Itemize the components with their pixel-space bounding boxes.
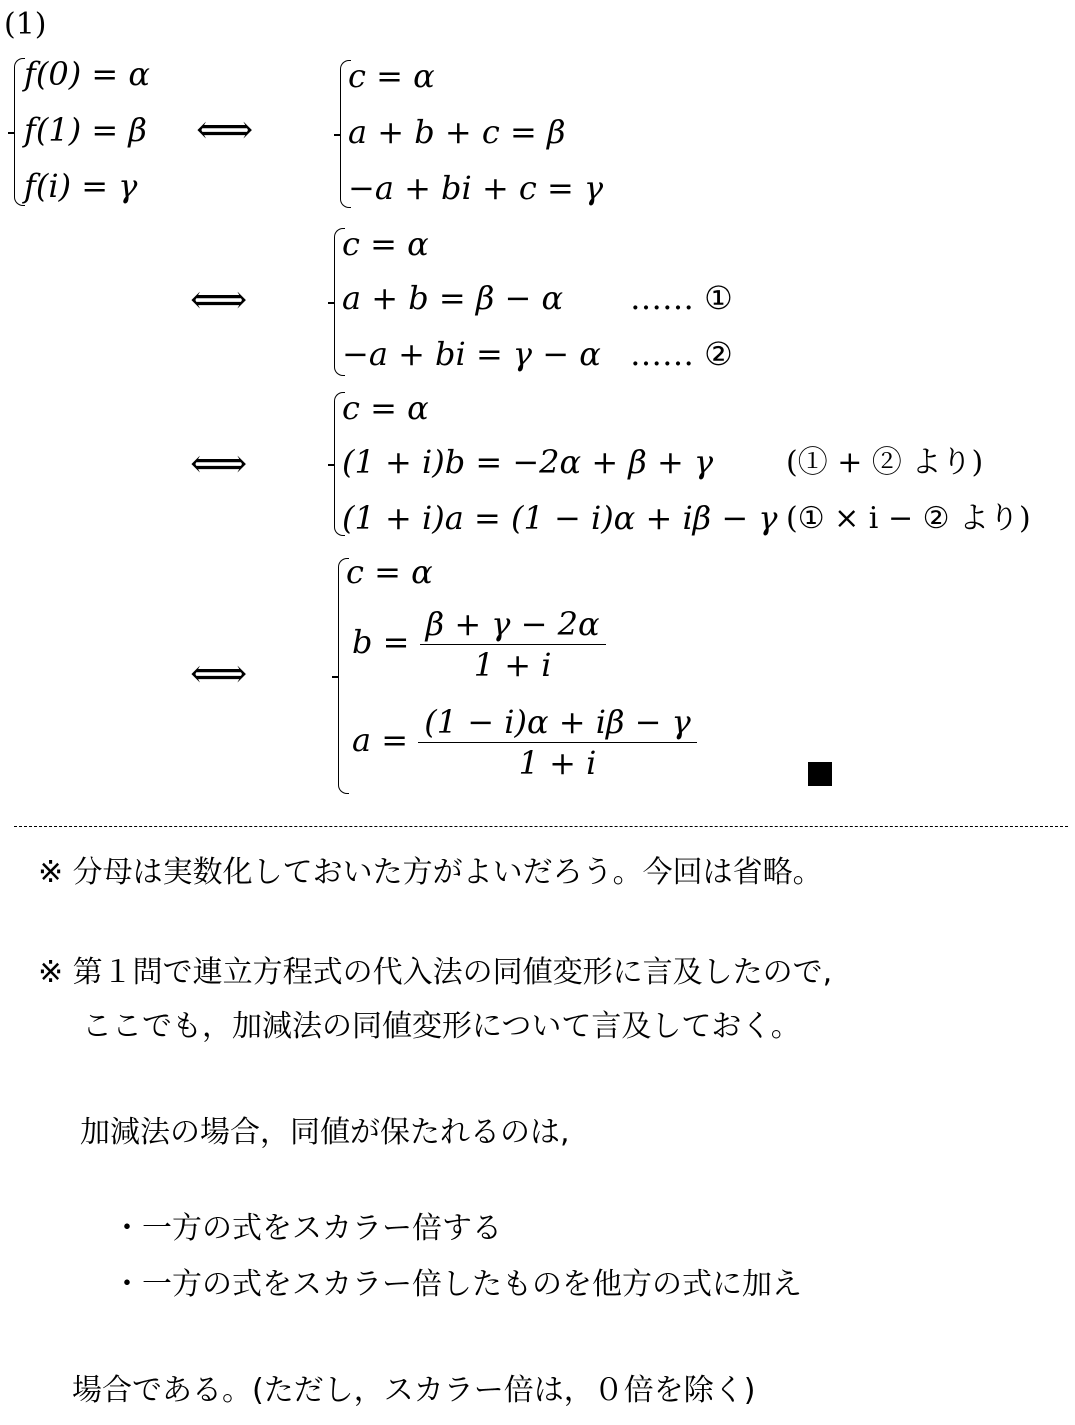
note-denominator: ※ 分母は実数化しておいた方がよいだろう。今回は省略。 <box>38 855 823 890</box>
eq-b-fraction <box>352 605 606 684</box>
note-method-line1: ※ 第１問で連立方程式の代入法の同値変形に言及したので, <box>38 955 833 990</box>
b-numerator: β + γ − 2α <box>420 608 606 645</box>
eq-f0: f(0) = α <box>24 55 150 93</box>
eq-c-alpha-1: c = α <box>348 57 435 95</box>
note-sum: (① + ② より) <box>786 445 984 480</box>
eq-abc-beta: a + b + c = β <box>348 113 566 151</box>
eq-c-alpha-4: c = α <box>346 553 433 591</box>
b-lhs: b = <box>352 623 410 661</box>
bullet-add-multiple: ・一方の式をスカラー倍したものを他方の式に加え <box>112 1267 802 1302</box>
eq-a-fraction <box>352 703 697 782</box>
eq-c-alpha-2: c = α <box>342 225 429 263</box>
paragraph-conclusion: 場合である。(ただし，スカラー倍は，０倍を除く) <box>72 1373 756 1408</box>
eq-ab-beta-alpha: a + b = β − α <box>342 279 564 317</box>
iff-symbol-2: ⟺ <box>190 277 248 323</box>
b-fraction <box>420 605 606 684</box>
paragraph-equivalence: 加減法の場合，同値が保たれるのは, <box>80 1115 570 1150</box>
eq-fi: f(i) = γ <box>24 167 138 205</box>
iff-symbol-1: ⟺ <box>196 107 254 153</box>
iff-symbol-3: ⟺ <box>190 441 248 487</box>
a-lhs: a = <box>352 721 409 759</box>
qed-square-icon <box>808 762 832 786</box>
eq-1pi-b: (1 + i)b = −2α + β + γ <box>342 443 714 481</box>
dashed-divider <box>14 826 1068 827</box>
bullet-scalar-multiple: ・一方の式をスカラー倍する <box>112 1211 502 1246</box>
eq-abic-gamma: −a + bi + c = γ <box>348 169 604 207</box>
eq-c-alpha-3: c = α <box>342 389 429 427</box>
a-fraction <box>418 703 697 782</box>
eq-abi-gamma-alpha: −a + bi = γ − α <box>342 335 601 373</box>
eq-1pi-a: (1 + i)a = (1 − i)α + iβ − γ <box>342 499 778 537</box>
iff-symbol-4: ⟺ <box>190 651 248 697</box>
a-denominator: 1 + i <box>518 744 597 782</box>
a-numerator: (1 − i)α + iβ − γ <box>418 706 697 743</box>
label-eq2: …… ② <box>630 335 733 373</box>
part-label: (1) <box>4 7 47 42</box>
label-eq1: …… ① <box>630 279 733 317</box>
b-denominator: 1 + i <box>473 646 552 684</box>
note-diff: (① × i − ② より) <box>786 501 1031 536</box>
eq-f1: f(1) = β <box>24 111 147 149</box>
note-method-line2: ここでも，加減法の同値変形について言及しておく。 <box>82 1009 801 1044</box>
brace-system4 <box>338 558 349 794</box>
